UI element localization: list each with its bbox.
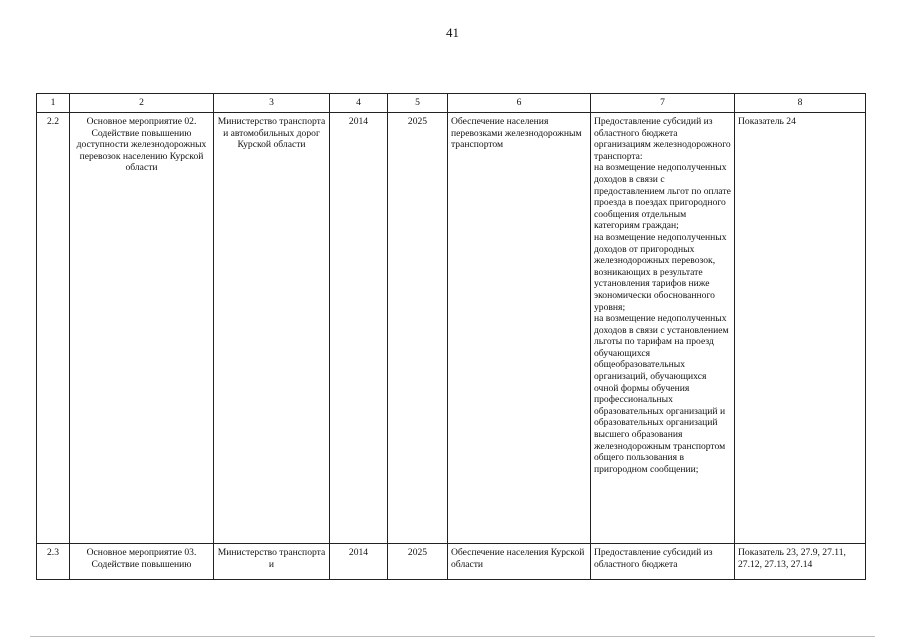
table-header-row bbox=[37, 94, 866, 113]
table-row bbox=[37, 544, 866, 580]
start-year: 2014 bbox=[330, 113, 388, 544]
responsible-executor: Министерство транспорта и bbox=[214, 544, 330, 580]
direction-paragraph: Предоставление субсидий из областного бюджета bbox=[594, 547, 713, 570]
measure-name: Основное мероприятие 03. Содействие повышению bbox=[70, 544, 214, 580]
implementation-directions bbox=[591, 113, 735, 544]
direction-paragraph: Предоставление субсидий из областного бюджета организациям железнодорожного транспорта: bbox=[594, 116, 731, 162]
responsible-executor: Министерство транспорта и автомобильных дорог Курской области bbox=[214, 113, 330, 544]
start-year: 2014 bbox=[330, 544, 388, 580]
direction-paragraph: на возмещение недополученных доходов от пригородных железнодорожных перевозок, возникающих в результате установления тарифов ниже экономически обоснованного уровня; bbox=[594, 231, 727, 313]
end-year: 2025 bbox=[388, 113, 448, 544]
expected-result: Обеспечение населения перевозками железнодорожным транспортом bbox=[448, 113, 591, 544]
end-year: 2025 bbox=[388, 544, 448, 580]
row-number: 2.3 bbox=[37, 544, 70, 580]
column-header-3: 3 bbox=[214, 94, 330, 113]
column-header-7: 7 bbox=[591, 94, 735, 113]
page-number: 41 bbox=[446, 25, 459, 40]
direction-paragraph: на возмещение недополученных доходов в связи с установлением льготы по тарифам на проезд обучающихся общеобразовательных организаций, обучающихся очной формы обучения профессиональных образовательных организаций и образовательных организаций высшего образования железнодорожным транспортом общего пользования в пригородном сообщении; bbox=[594, 313, 729, 475]
column-header-2: 2 bbox=[70, 94, 214, 113]
program-activities-table bbox=[36, 93, 866, 580]
row-number: 2.2 bbox=[37, 113, 70, 544]
linked-indicators: Показатель 24 bbox=[735, 113, 866, 544]
column-header-6: 6 bbox=[448, 94, 591, 113]
column-header-1: 1 bbox=[37, 94, 70, 113]
page-bottom-edge bbox=[30, 636, 875, 637]
column-header-4: 4 bbox=[330, 94, 388, 113]
measure-name: Основное мероприятие 02. Содействие повышению доступности железнодорожных перевозок населению Курской области bbox=[70, 113, 214, 544]
implementation-directions bbox=[591, 544, 735, 580]
direction-paragraph: на возмещение недополученных доходов в связи с предоставлением льгот по оплате проезда в поездах пригородного сообщения отдельным категориям граждан; bbox=[594, 162, 731, 232]
linked-indicators: Показатель 23, 27.9, 27.11, 27.12, 27.13, 27.14 bbox=[735, 544, 866, 580]
column-header-5: 5 bbox=[388, 94, 448, 113]
table-row bbox=[37, 113, 866, 544]
expected-result: Обеспечение населения Курской области bbox=[448, 544, 591, 580]
column-header-8: 8 bbox=[735, 94, 866, 113]
